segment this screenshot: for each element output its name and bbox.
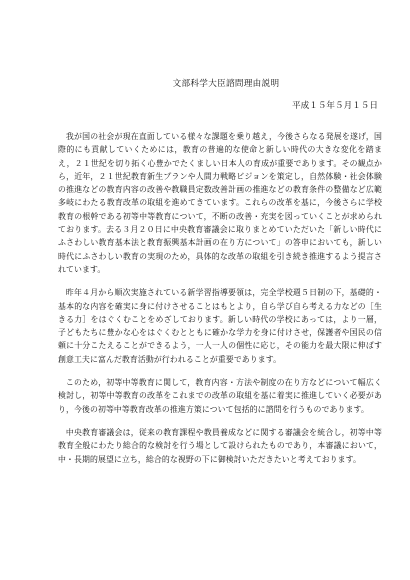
document-title: 文部科学大臣諮問理由説明	[172, 79, 280, 89]
document-body	[58, 130, 382, 466]
document-date: 平成１５年５月１５日	[292, 101, 378, 111]
paragraph-3: このため，初等中等教育に関して，教育内容・方法や制度の在り方などについて幅広く検討し，初等中等教育の改革をこれまでの改革の取組を基に着実に推進していく必要があり，今後の初等中等教育改革の推進方策について包括的に諮問を行うものであります。	[58, 378, 382, 414]
paragraph-2: 昨年４月から順次実施されている新学習指導要領は，完全学校週５日制の下，基礎的・基本的な内容を確実に身に付けさせることはもとより，自ら学び自ら考える力などの［生きる力］をはぐくむことをめざしております。新しい時代の学校にあっては，より一層，子どもたちに豊かな心をはぐくむとともに確かな学力を身に付けさせ，保護者や国民の信頼に十分こたえることができるよう，一人一人の個性に応じ，その能力を最大限に伸ばす創意工夫に富んだ教育活動が行われることが重要であります。	[58, 288, 382, 364]
paragraph-1: 我が国の社会が現在直面している様々な課題を乗り越え，今後さらなる発展を遂げ，国際的にも貢献していくためには，教育の普遍的な使命と新しい時代の大きな変化を踏まえ，２１世紀を切り拓く心豊かでたくましい日本人の育成が重要であります。その観点から，近年，２１世紀教育新生プランや人間力戦略ビジョンを策定し，自然体験・社会体験の推進などの教育内容の改善や教職員定数改善計画の推進などの教育条件の整備など広範多岐にわたる教育改革の取組を進めてきています。これらの改革を基に，今後さらに学校教育の根幹である初等中等教育について，不断の改善・充実を図っていくことが求められております。去る３月２０日に中央教育審議会に取りまとめていただいた「新しい時代にふさわしい教育基本法と教育振興基本計画の在り方について」の答申においても，新しい時代にふさわしい教育の実現のため，具体的な改革の取組を引き続き推進するよう提言されています。	[58, 132, 382, 274]
paragraph-4: 中央教育審議会は，従来の教育課程や教員養成などに関する審議会を統合し，初等中等教育全般にわたり総合的な検討を行う場として設けられたものであり，本審議において，中・長期的展望に立ち，総合的な視野の下に御検討いただきたいと考えております。	[58, 427, 382, 464]
